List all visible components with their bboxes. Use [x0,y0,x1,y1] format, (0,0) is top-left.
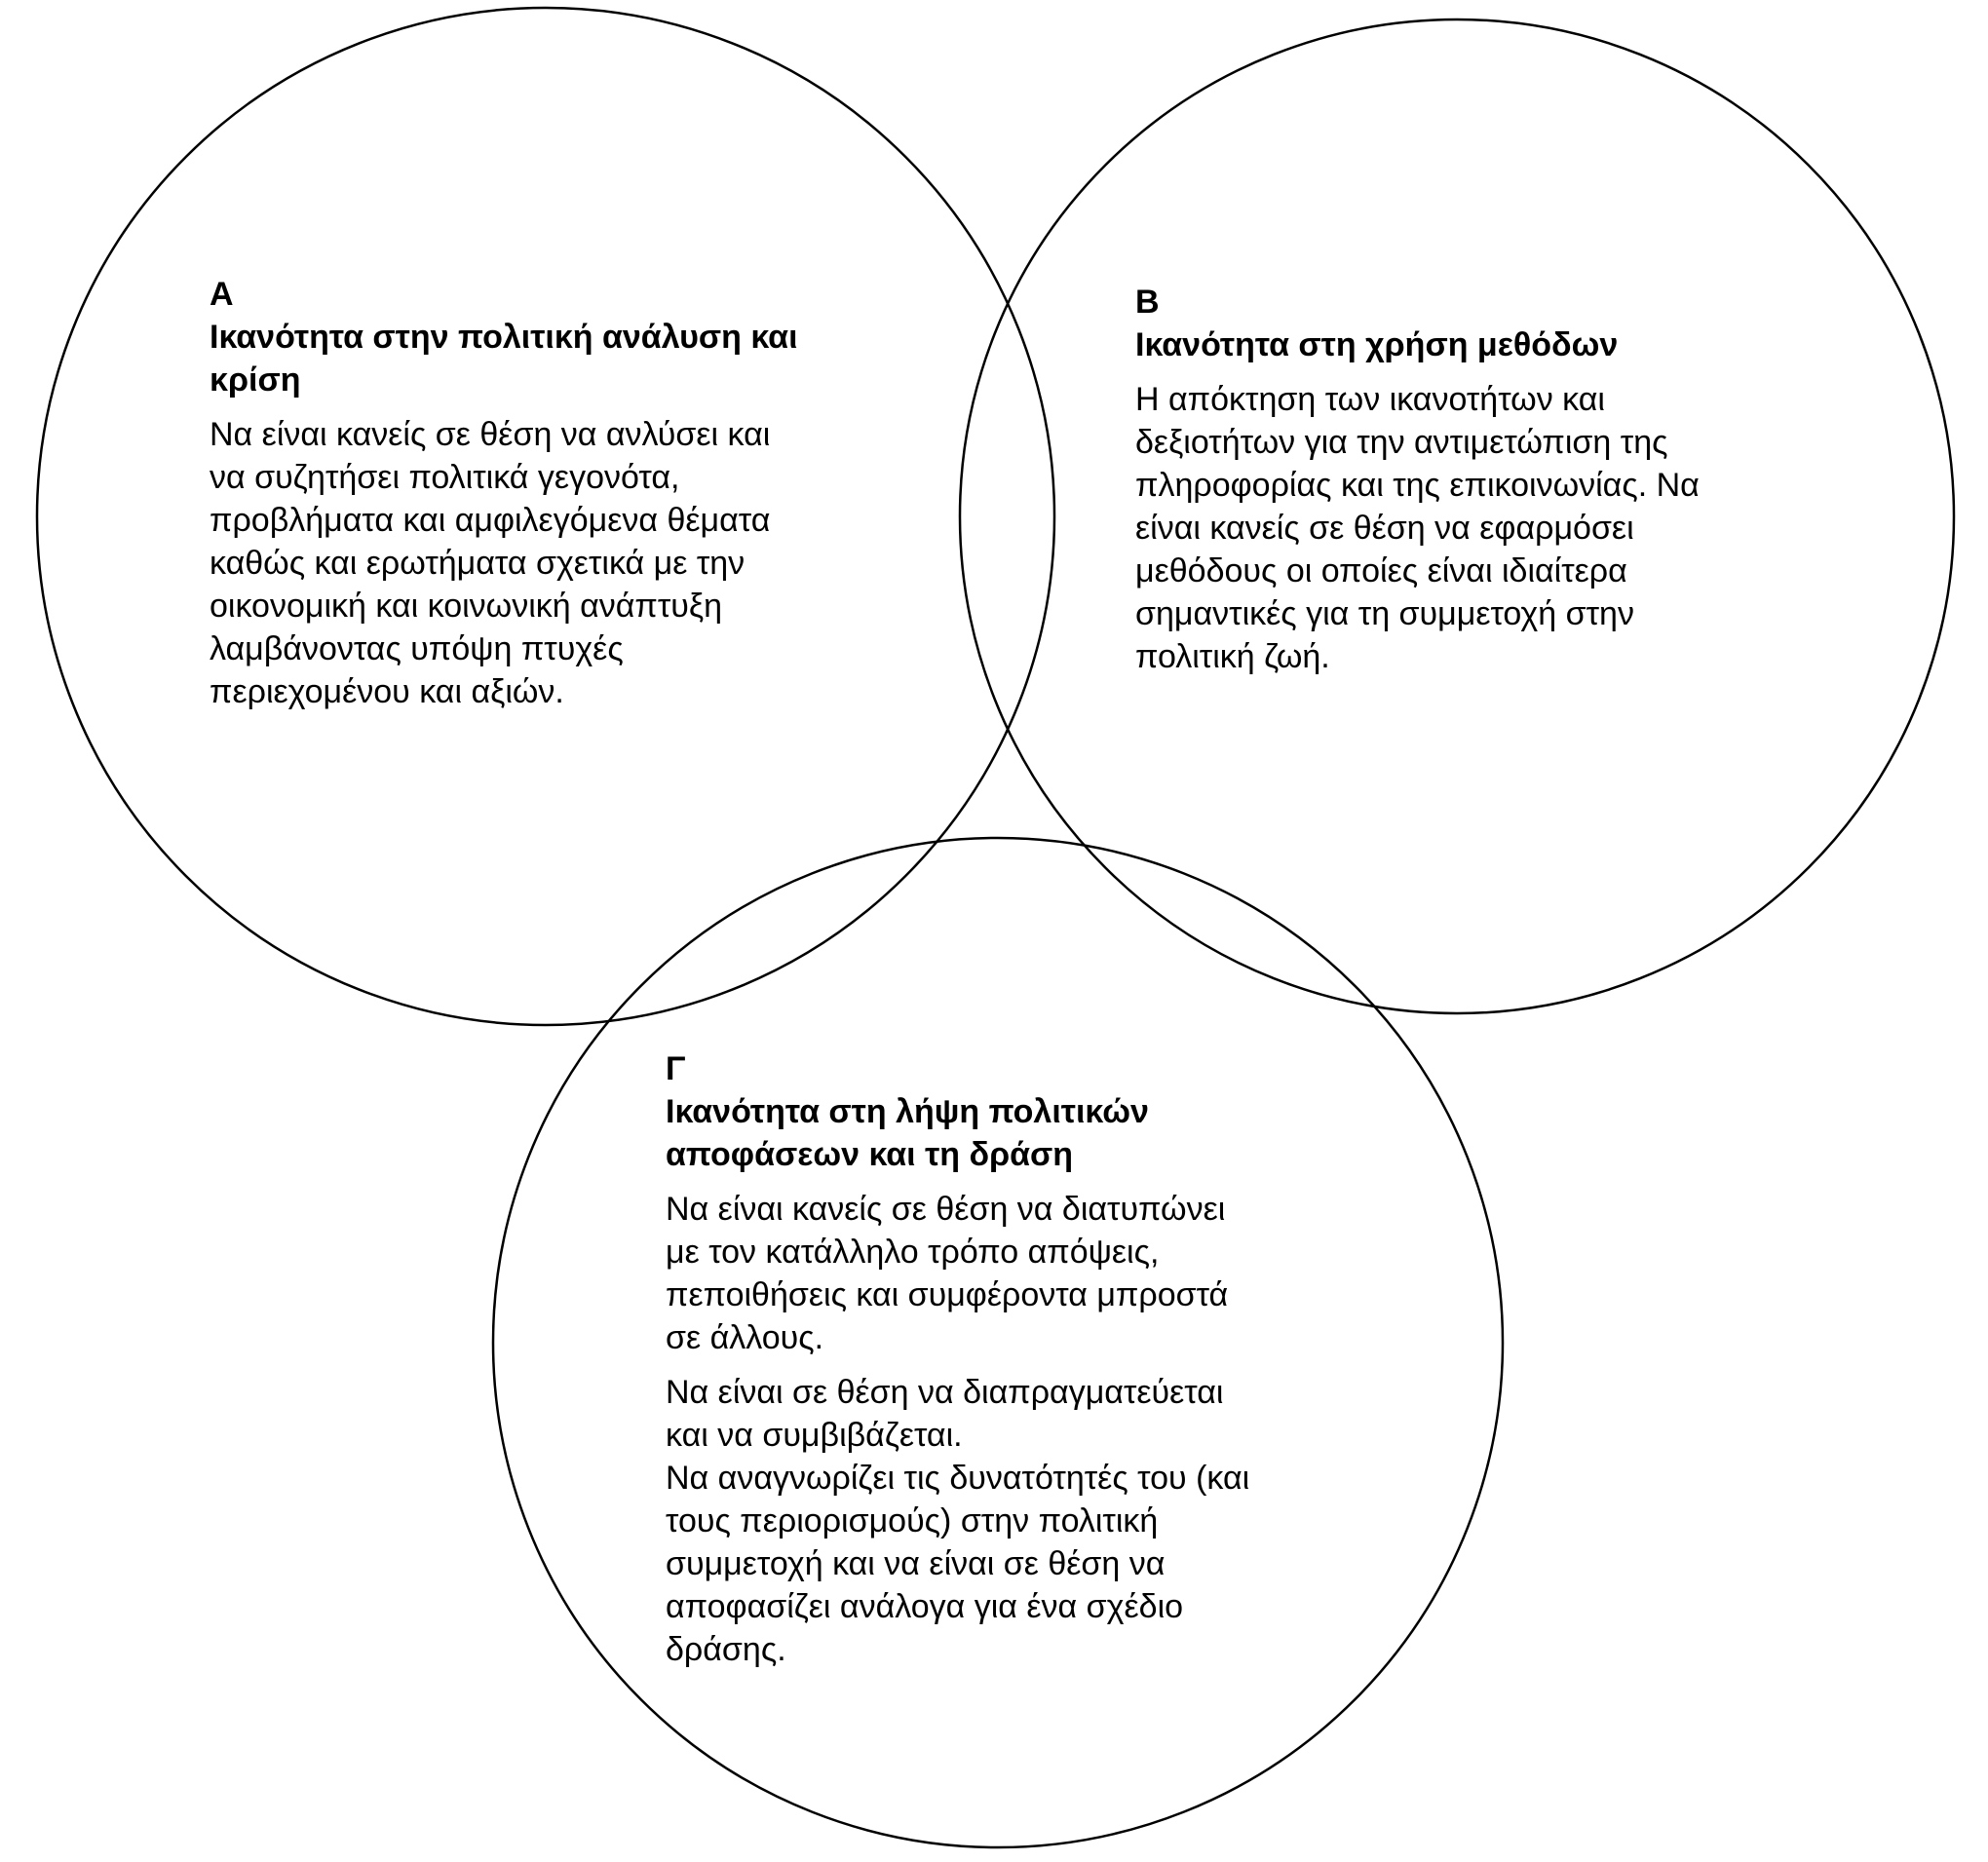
circle-a-letter: Α [210,276,234,313]
circle-a-description: Να είναι κανείς σε θέση να ανλύσει και να συζητήσει πολιτικά γεγονότα, προβλήματα και αμφιλεγόμενα θέματα καθώς και ερωτήματα σχετικά με την οικονομική και κοινωνική ανάπτυξη λαμβάνοντας υπόψη πτυχές περιεχομένου και αξιών. [210,416,771,710]
circle-a-heading: Ικανότητα στην πολιτική ανάλυση και κρίση [210,319,798,399]
circle-b-description: Η απόκτηση των ικανοτήτων και δεξιοτήτων για την αντιμετώπιση της πληροφορίας και της επικοινωνίας. Να είναι κανείς σε θέση να εφαρμόσει μεθόδους οι οποίες είναι ιδιαίτερα σημαντικές για τη συμμετοχή στην πολιτική ζωή. [1135,381,1700,675]
circle-b-letter: Β [1135,284,1160,321]
circle-c-text [666,1047,1348,1671]
circle-b-heading: Ικανότητα στη χρήση μεθόδων [1135,326,1619,363]
circle-b-text [1135,281,1837,678]
circle-c-description-1: Να είναι κανείς σε θέση να διατυπώνει με τον κατάλληλο τρόπο απόψεις, πεποιθήσεις και συμφέροντα μπροστά σε άλλους. [666,1191,1229,1356]
circle-c-description-2: Να είναι σε θέση να διαπραγματεύεται και να συμβιβάζεται. Να αναγνωρίζει τις δυνατότητές του (και τους περιορισμούς) στην πολιτική συμμετοχή και να είναι σε θέση να αποφασίζει ανάλογα για ένα σχέδιο δράσης. [666,1374,1250,1668]
circle-c-heading: Ικανότητα στη λήψη πολιτικών αποφάσεων και τη δράση [666,1093,1149,1173]
circle-c-letter: Γ [666,1050,686,1087]
circle-a-text [210,273,892,713]
